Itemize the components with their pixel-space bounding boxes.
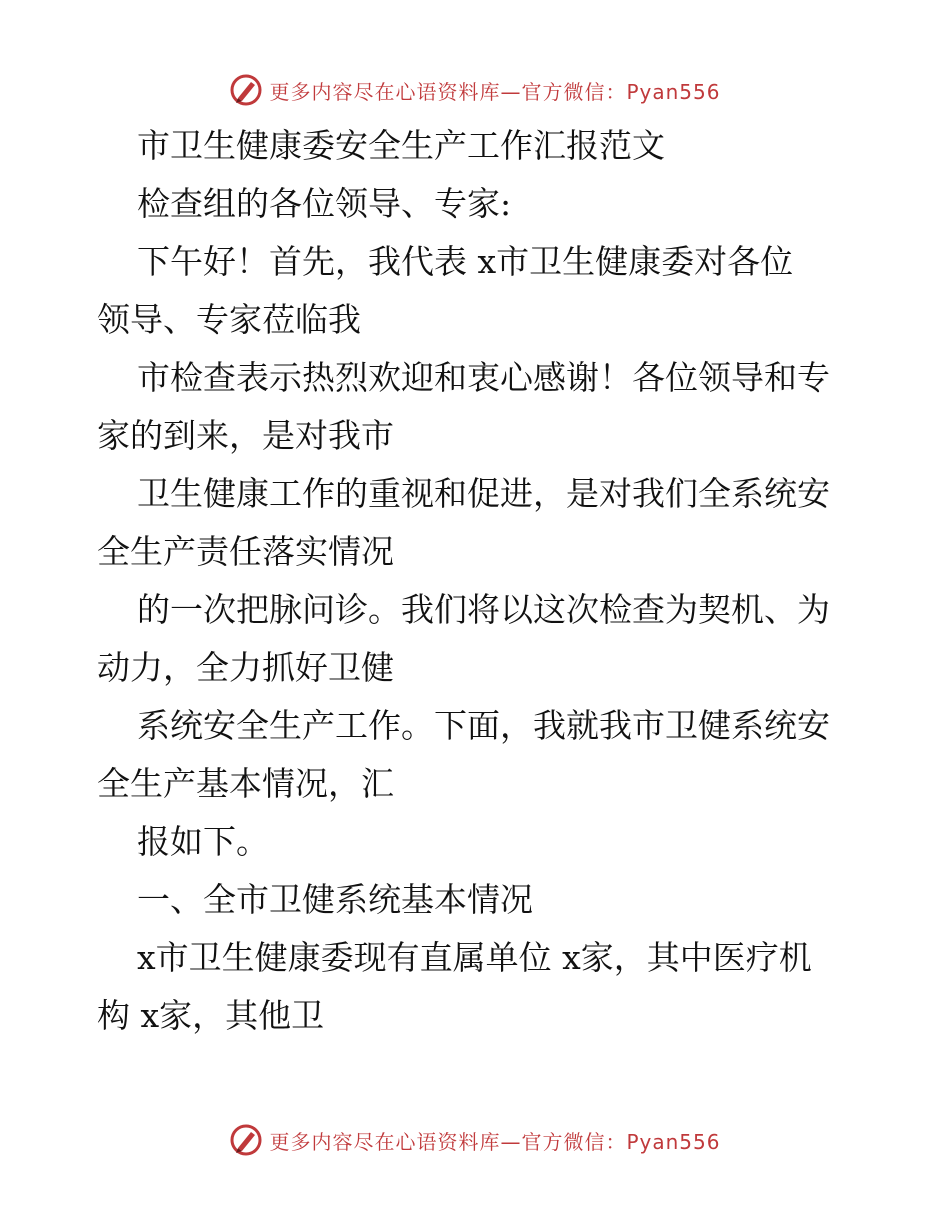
section-heading: 一、全市卫健系统基本情况 (137, 880, 533, 919)
paragraph-line: 系统安全生产工作。下面，我就我市卫健系统安 (137, 706, 830, 745)
paragraph-line: 动力，全力抓好卫健 (97, 648, 394, 687)
paragraph-line: 报如下。 (137, 822, 269, 861)
paragraph-line: 家的到来，是对我市 (97, 416, 394, 455)
paragraph-line: 领导、专家莅临我 (97, 300, 361, 339)
paragraph-line: 市检查表示热烈欢迎和衷心感谢！各位领导和专 (137, 358, 830, 397)
salutation: 检查组的各位领导、专家: (137, 184, 512, 223)
document-title: 市卫生健康委安全生产工作汇报范文 (137, 126, 665, 165)
banner-text: 更多内容尽在心语资料库—官方微信：Pyan556 (269, 1129, 721, 1154)
paragraph-line: 下午好！首先，我代表 x市卫生健康委对各位 (137, 242, 794, 281)
paragraph-line: 构 x家，其他卫 (97, 996, 325, 1035)
banner-text: 更多内容尽在心语资料库—官方微信：Pyan556 (269, 79, 721, 104)
paragraph-line: x市卫生健康委现有直属单位 x家，其中医疗机 (137, 938, 812, 977)
paragraph-line: 全生产责任落实情况 (97, 532, 394, 571)
paragraph-line: 全生产基本情况，汇 (97, 764, 394, 803)
paragraph-line: 的一次把脉问诊。我们将以这次检查为契机、为 (137, 590, 830, 629)
footer-banner (0, 1120, 950, 1160)
paragraph-line: 卫生健康工作的重视和促进，是对我们全系统安 (137, 474, 830, 513)
pen-logo-icon (229, 73, 263, 107)
pen-logo-icon (229, 1123, 263, 1157)
header-banner (0, 70, 950, 110)
